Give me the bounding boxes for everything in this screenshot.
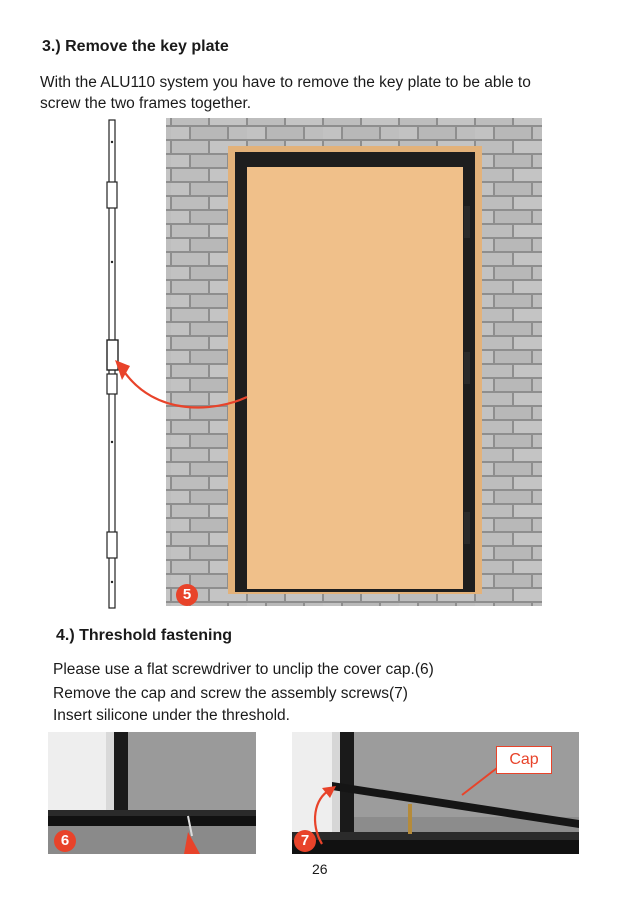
figure-5-number: 5 (176, 584, 198, 606)
key-plate-strip (107, 120, 118, 608)
figure-6-number: 6 (54, 830, 76, 852)
figure-6-threshold-photo (48, 732, 256, 854)
figure-7-number: 7 (294, 830, 316, 852)
section-3-body-line-2: screw the two frames together. (40, 95, 252, 112)
door-leaf (247, 167, 463, 589)
section-4-line-3: Insert silicone under the threshold. (53, 707, 290, 724)
section-4-line-2: Remove the cap and screw the assembly screws(7) (53, 685, 408, 702)
section-4-heading: 4.) Threshold fastening (56, 627, 233, 644)
section-3-body-line-1: With the ALU110 system you have to remove the key plate to be able to (40, 74, 531, 91)
figure-5-door-illustration (95, 112, 550, 612)
page-number: 26 (312, 861, 328, 877)
section-3-heading: 3.) Remove the key plate (42, 38, 229, 55)
section-4-line-1: Please use a flat screwdriver to unclip the cover cap.(6) (53, 661, 434, 678)
cap-label: Cap (496, 746, 552, 774)
assembly-screw (408, 804, 412, 834)
